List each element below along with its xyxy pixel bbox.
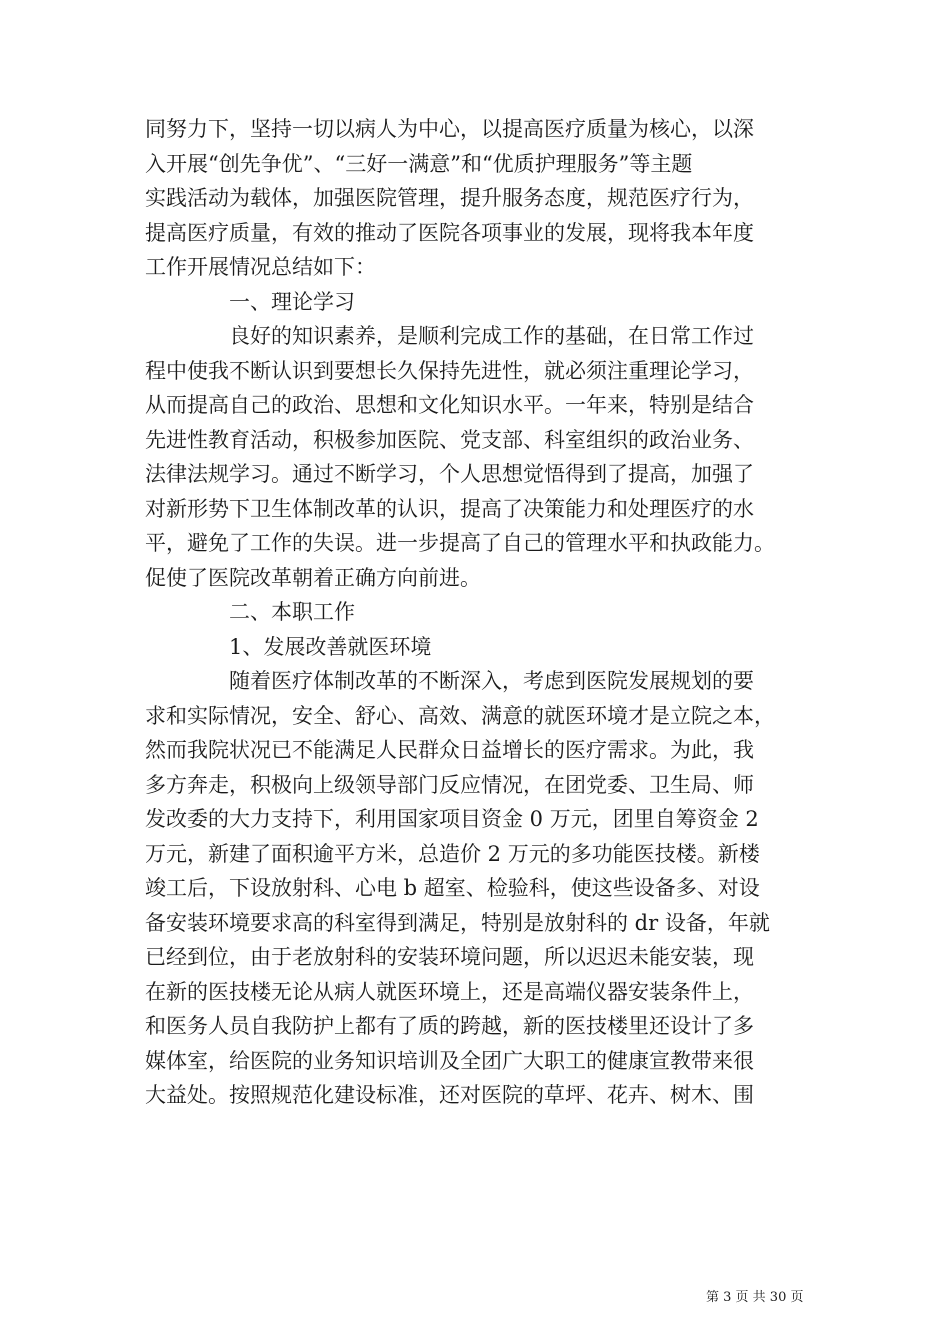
- text-line: 万元，新建了面积逾平方米，总造价 2 万元的多功能医技楼。新楼: [145, 841, 760, 866]
- text-line: 工作开展情况总结如下：: [145, 255, 376, 279]
- text-line: 求和实际情况，安全、舒心、高效、满意的就医环境才是立院之本，: [145, 703, 775, 728]
- text-line: 对新形势下卫生体制改革的认识，提高了决策能力和处理医疗的水: [145, 496, 754, 521]
- text-line: 发改委的大力支持下，利用国家项目资金 0 万元，团里自筹资金 2: [145, 807, 759, 831]
- text-line: 良好的知识素养，是顺利完成工作的基础，在日常工作过: [145, 324, 754, 348]
- text-line: 然而我院状况已不能满足人民群众日益增长的医疗需求。为此，我: [145, 738, 754, 762]
- text-line: 平，避免了工作的失误。进一步提高了自己的管理水平和执政能力。: [145, 531, 775, 555]
- subsection-heading: 1、发展改善就医环境: [145, 634, 432, 659]
- text-line: 同努力下，坚持一切以病人为中心，以提高医疗质量为核心，以深: [145, 117, 754, 141]
- text-line: 备安装环境要求高的科室得到满足，特别是放射科的 dr 设备，年就: [145, 910, 770, 935]
- text-line: 程中使我不断认识到要想长久保持先进性，就必须注重理论学习，: [145, 358, 754, 383]
- text-line: 多方奔走，积极向上级领导部门反应情况，在团党委、卫生局、师: [145, 772, 754, 797]
- body-text: [145, 112, 825, 1113]
- text-line: 实践活动为载体，加强医院管理，提升服务态度，规范医疗行为，: [145, 186, 754, 210]
- text-line: 在新的医技楼无论从病人就医环境上，还是高端仪器安装条件上，: [145, 979, 754, 1004]
- text-line: 大益处。按照规范化建设标准，还对医院的草坪、花卉、树木、围: [145, 1083, 754, 1107]
- page-number: 第 3 页 共 30 页: [706, 1290, 804, 1305]
- text-line: 促使了医院改革朝着正确方向前进。: [145, 565, 481, 590]
- text-line: 已经到位，由于老放射科的安装环境问题，所以迟迟未能安装，现: [145, 945, 754, 969]
- text-line: 法律法规学习。通过不断学习，个人思想觉悟得到了提高，加强了: [145, 462, 754, 486]
- section-heading: 二、本职工作: [145, 600, 355, 624]
- text-line: 先进性教育活动，积极参加医院、党支部、科室组织的政治业务、: [145, 427, 754, 452]
- text-line: 竣工后，下设放射科、心电 b 超室、检验科，使这些设备多、对设: [145, 876, 760, 900]
- text-line: 从而提高自己的政治、思想和文化知识水平。一年来，特别是结合: [145, 393, 754, 417]
- text-line: 媒体室，给医院的业务知识培训及全团广大职工的健康宣教带来很: [145, 1048, 754, 1073]
- text-line: 提高医疗质量，有效的推动了医院各项事业的发展，现将我本年度: [145, 220, 754, 245]
- text-line: 和医务人员自我防护上都有了质的跨越，新的医技楼里还设计了多: [145, 1014, 754, 1038]
- section-heading: 一、理论学习: [145, 289, 355, 314]
- text-line: 入开展“创先争优”、“三好一满意”和“优质护理服务”等主题: [145, 151, 693, 176]
- text-line: 随着医疗体制改革的不断深入，考虑到医院发展规划的要: [145, 669, 754, 693]
